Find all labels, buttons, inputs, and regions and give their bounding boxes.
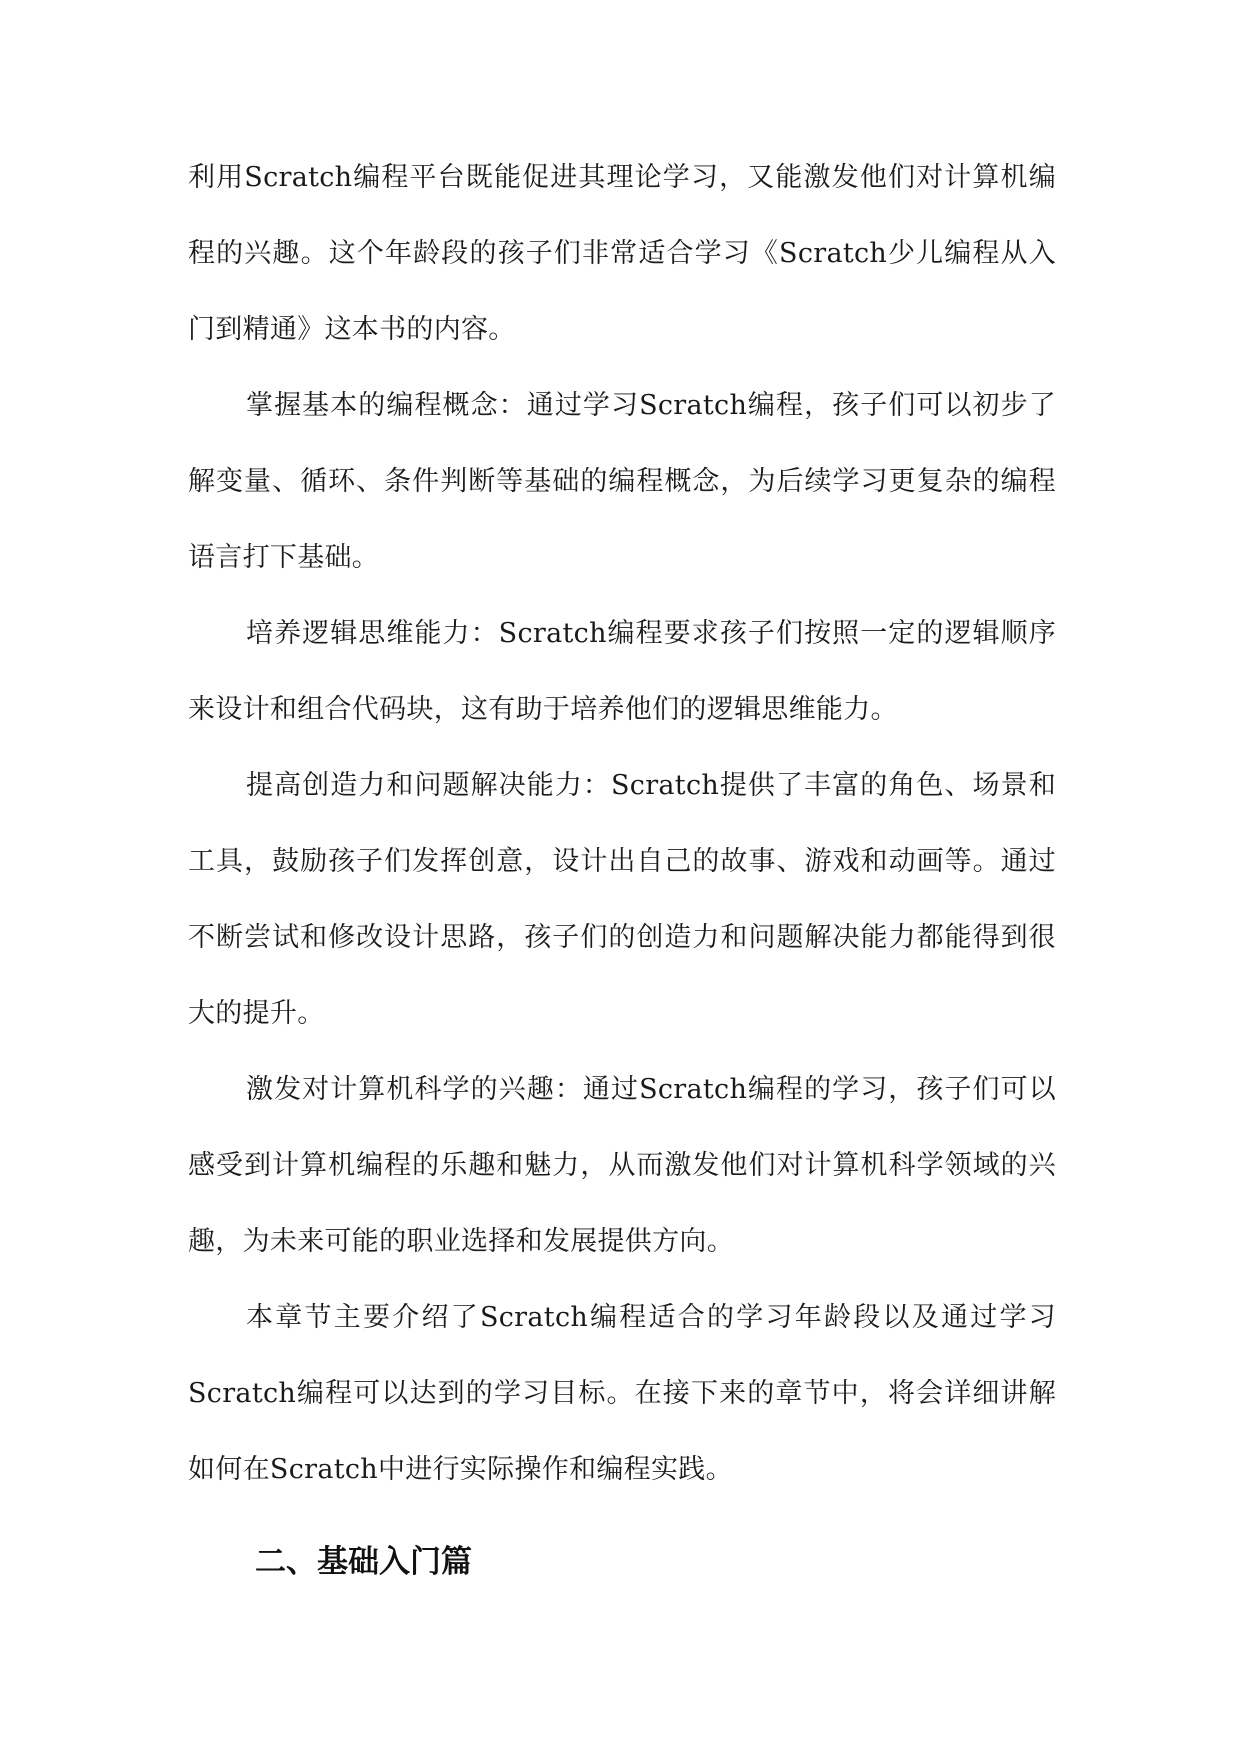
paragraph-continuation: 利用Scratch编程平台既能促进其理论学习，又能激发他们对计算机编程的兴趣。这个年龄段的孩子们非常适合学习《Scratch少儿编程从入门到精通》这本书的内容。 [188,162,1056,345]
paragraph-interest: 激发对计算机科学的兴趣：通过Scratch编程的学习，孩子们可以感受到计算机编程的乐趣和魅力，从而激发他们对计算机科学领域的兴趣，为未来可能的职业选择和发展提供方向。 [188,1074,1056,1257]
paragraph-creativity: 提高创造力和问题解决能力：Scratch提供了丰富的角色、场景和工具，鼓励孩子们发挥创意，设计出自己的故事、游戏和动画等。通过不断尝试和修改设计思路，孩子们的创造力和问题解决能力都能得到很大的提升。 [188,770,1056,1029]
paragraph-summary: 本章节主要介绍了Scratch编程适合的学习年龄段以及通过学习Scratch编程可以达到的学习目标。在接下来的章节中，将会详细讲解如何在Scratch中进行实际操作和编程实践。 [188,1302,1056,1485]
section-heading: 二、基础入门篇 [255,1544,472,1580]
paragraph-logical-thinking: 培养逻辑思维能力：Scratch编程要求孩子们按照一定的逻辑顺序来设计和组合代码块，这有助于培养他们的逻辑思维能力。 [188,618,1056,725]
body-text [188,140,1056,1508]
paragraph-programming-concepts: 掌握基本的编程概念：通过学习Scratch编程，孩子们可以初步了解变量、循环、条件判断等基础的编程概念，为后续学习更复杂的编程语言打下基础。 [188,390,1056,573]
